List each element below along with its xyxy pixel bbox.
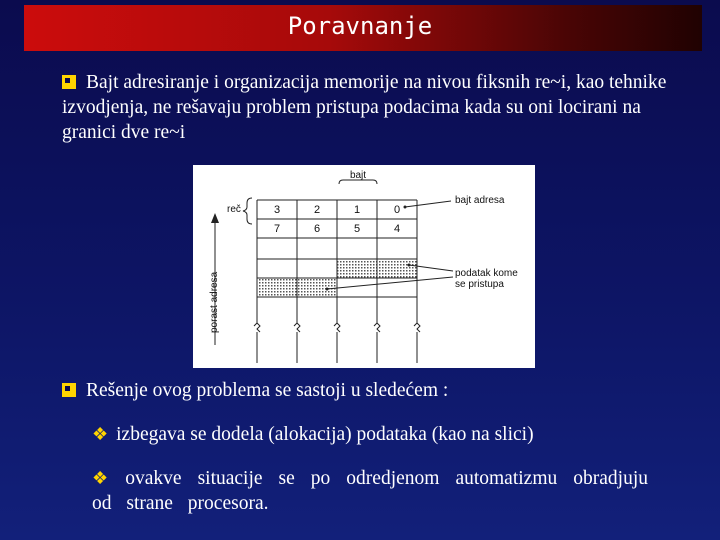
sub-bullet-1: [92, 422, 682, 447]
memory-alignment-figure: [193, 165, 535, 368]
cell-6: 6: [313, 223, 321, 235]
byte-address-label: bajt adresa: [455, 195, 505, 206]
word-brace-icon: [243, 198, 252, 224]
cell-2: 2: [313, 204, 321, 216]
paragraph-1: [62, 70, 682, 145]
arrow-head-icon: [211, 213, 219, 223]
diamond-bullet-icon: ❖: [92, 468, 110, 488]
square-bullet-icon: [62, 75, 76, 89]
square-bullet-icon: [62, 383, 76, 397]
sub-bullet-1-text: izbegava se dodela (alokacija) podataka (kao na slici): [116, 424, 534, 445]
paragraph-1-text: Bajt adresiranje i organizacija memorije na nivou fiksnih re~i, kao tehnike izvodjenja, ne rešavaju problem pristupa podacima kada su oni locirani na granici dve re~i: [62, 72, 667, 143]
word-label: reč: [227, 204, 241, 215]
cell-5: 5: [353, 223, 361, 235]
data-label-line2: se pristupa: [455, 279, 504, 290]
data-label-line1: podatak kome: [455, 268, 518, 279]
cell-1: 1: [353, 204, 361, 216]
sub-bullet-2: [92, 466, 648, 516]
paragraph-2-text: Rešenje ovog problema se sastoji u sledećem :: [86, 380, 449, 401]
sub-bullet-2-text: ovakve situacije se po odredjenom automatizmu obradjuju od strane procesora.: [92, 468, 648, 514]
data-pointer-bottom: [327, 277, 453, 289]
byte-label: bajt: [349, 170, 367, 181]
cell-0: 0: [393, 204, 401, 216]
diamond-bullet-icon: ❖: [92, 424, 109, 444]
cell-7: 7: [273, 223, 281, 235]
address-axis-label: porast adresa: [209, 271, 220, 333]
cell-3: 3: [273, 204, 281, 216]
byte-address-pointer: [405, 201, 451, 207]
cell-4: 4: [393, 223, 401, 235]
slide-title: Poravnanje: [287, 12, 433, 40]
paragraph-2: [62, 378, 682, 403]
